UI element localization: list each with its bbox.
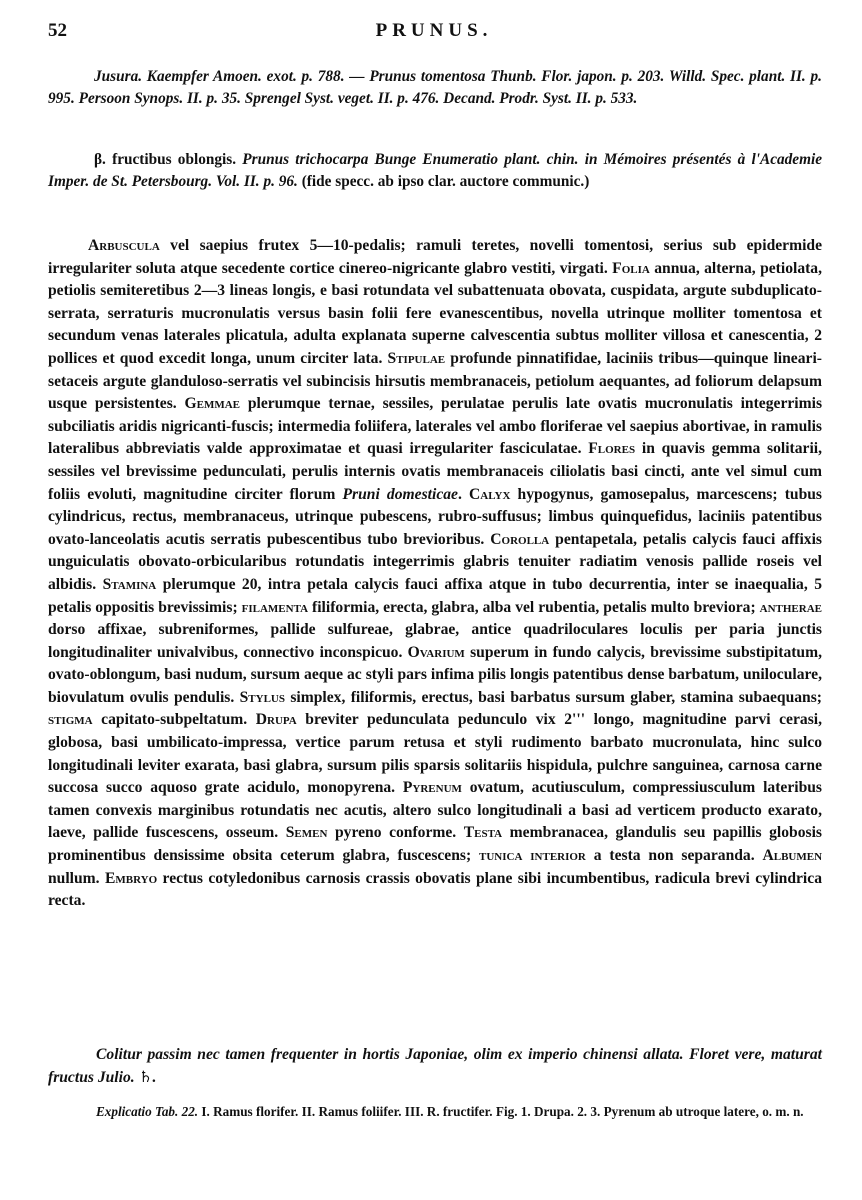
organ-description: profunde pinnatifidae, laciniis tribus—quinque lineari-setaceis argute glanduloso-serratis vel subincisis hirsutis membranaceis, petiolum aequantes, ad foliorum delapsum usque persistentes. xyxy=(48,349,822,413)
species-reference: Pruni domesticae xyxy=(342,485,458,503)
organ-description: rectus cotyledonibus carnosis crassis obovatis plane sibi incumbentibus, radicula brevi cylindrica recta. xyxy=(48,869,822,910)
organ-term: Folia xyxy=(612,259,650,277)
organ-description: a testa non separanda. xyxy=(585,847,763,865)
explanation-lead: Explicatio Tab. 22. xyxy=(96,1104,199,1119)
organ-term: Gemmae xyxy=(184,395,241,413)
organ-term: Stylus xyxy=(239,688,285,706)
page-number: 52 xyxy=(48,20,67,41)
page-header xyxy=(48,20,820,48)
organ-description: plerumque 20, intra petala calycis fauci affixa atque in tubo decurrentia, inter se inaequalia, 5 petalis oppositis brevissimis; xyxy=(48,575,822,616)
organ-description: annua, alterna, petiolata, petiolis semiteretibus 2—3 lineas longis, e basi rotundata vel subattenuata obovata, cuspidata, argute subduplicato-serrata, serraturis mucronulatis versus basin folii fere evanescentibus, novella utrinque molliter tomentosa et secundum venas laterales plicatula, adulta explanata superne calvescentia subtus molliter villosa et canescentia, 2 pollices et quod excedit longa, unum circiter lata. xyxy=(48,259,823,367)
organ-description: superum in fundo calycis, brevissime substipitatum, ovato-oblongum, basi nudum, sursum aeque ac styli pars infima pilis longis patentibus dense barbatum, uniloculare, biovulatum ovulis pendulis. xyxy=(48,643,822,706)
variety-name: Prunus trichocarpa Bunge Enumeratio plant. chin. in Mémoires présentés à l'Academie Imper. de St. Petersbourg. Vol. II. p. 96. xyxy=(48,151,823,190)
organ-description: filiformia, erecta, glabra, alba vel rubentia, petalis multo breviora; xyxy=(308,598,760,616)
organ-description: capitato-subpeltatum. xyxy=(92,711,256,729)
organ-term: Semen xyxy=(285,824,328,842)
cultivation-paragraph: Colitur passim nec tamen frequenter in hortis Japoniae, olim ex imperio chinensi allata. Floret vere, maturat fructus Julio. ♄. xyxy=(48,1046,822,1086)
organ-description: pyreno conforme. xyxy=(327,824,464,842)
organ-description-end: . xyxy=(457,485,469,503)
organ-description: hypogynus, gamosepalus, marcescens; tubus cylindricus, rectus, membranaceus, utrinque pubescens, rubro-suffusus; limbus quinquefidus, laciniis patentibus ovato-lanceolatis acutis serratis pubescentibus tubo brevioribus. xyxy=(48,485,822,548)
organ-description: membranacea, glandulis seu papillis globosis prominentibus densissime obsita ceterum glabra, fuscescens; xyxy=(48,824,822,865)
organ-description: plerumque ternae, sessiles, perulatae perulis late ovatis mucronulatis integerrimis subciliatis aridis nigricanti-fuscis; intermedia foliifera, laterales vel ambo floriferae vel saepius abortivae, in ramulis lateralibus abbreviatis valde approximatae et quasi irregulariter fasciculatae. xyxy=(48,395,823,458)
organ-term: Corolla xyxy=(490,530,550,548)
synonymy-paragraph: Jusura. Kaempfer Amoen. exot. p. 788. — Prunus tomentosa Thunb. Flor. japon. p. 203. Willd. Spec. plant. II. p. 995. Persoon Synops. II. p. 35. Sprengel Syst. veget. II. p. 476. Decand. Prodr. Syst. II. p. 533. xyxy=(48,68,822,107)
organ-description: nullum. xyxy=(48,869,105,887)
organ-description: ovatum, acutiusculum, compressiusculum lateribus tamen convexis marginibus rotundatis nec acutis, altero sulco longitudinali a basi ad verticem producto exarato, laeve, pallide fuscescens, osseum. xyxy=(48,779,822,842)
running-title: PRUNUS. xyxy=(375,20,493,41)
organ-term: Arbuscula xyxy=(88,237,160,254)
organ-term: Calyx xyxy=(468,485,511,503)
variety-note: (fide specc. ab ipso clar. auctore communic.) xyxy=(301,172,590,190)
organ-term: Stipulae xyxy=(387,349,446,367)
organ-term: Drupa xyxy=(255,711,297,729)
organ-description: pentapetala, petalis calycis fauci affixis unguiculatis obovato-orbicularibus rotundatis integerrimis glabris tenuiter radiatim venosis pallide roseis vel albidis. xyxy=(48,530,822,593)
organ-term: Stamina xyxy=(102,575,157,593)
organ-term: Pyrenum xyxy=(402,779,462,797)
plate-explanation xyxy=(48,1102,822,1122)
organ-description: dorso affixae, subreniformes, pallide sulfureae, glabrae, antice quadriloculares loculis per paria junctis longitudinaliter univalvibus, connectivo inconspicuo. xyxy=(48,621,822,661)
organ-term: Testa xyxy=(463,824,503,842)
organ-term: tunica interior xyxy=(479,847,586,865)
description-paragraph xyxy=(48,235,822,913)
organ-term: Embryo xyxy=(104,869,158,887)
organ-term: antherae xyxy=(759,598,822,616)
organ-description: simplex, filiformis, erectus, basi barbatus sursum glaber, stamina subaequans; xyxy=(284,688,822,706)
variety-label: β. fructibus oblongis. xyxy=(94,151,237,168)
organ-description: in quavis gemma solitarii, sessiles vel brevissime pedunculati, perulis internis ovatis membranaceis ciliolatis basi cincti, ante vel simul cum foliis evoluti, magnitudine circiter florum xyxy=(48,440,823,503)
organ-term: Albumen xyxy=(762,847,823,865)
explanation-text: I. Ramus florifer. II. Ramus foliifer. III. R. fructifer. Fig. 1. Drupa. 2. 3. Pyrenum ab utroque latere, o. m. n. xyxy=(201,1104,804,1119)
organ-term: Flores xyxy=(588,440,636,458)
organ-term: stigma xyxy=(48,711,93,729)
organ-description: breviter pedunculata pedunculo vix 2''' longo, magnitudine parvi cerasi, globosa, basi umbilicato-impressa, vertice parum retusa et styli rudimento barbato mucronulata, hinc sulco longitudinali leviter exarata, basi glabra, sursum pilis sparsis solitariis hispidula, pulchre sanguinea, carnosa carne succosa succo aquoso grate acidulo, monopyrena. xyxy=(48,711,822,797)
organ-term: Ovarium xyxy=(407,643,465,661)
organ-description: vel saepius frutex 5—10-pedalis; ramuli teretes, novelli tomentosi, serius sub epidermide irregulariter soluta atque secedente cortice cinereo-nigricante glabro vestiti, virgati. xyxy=(48,237,822,277)
organ-term: filamenta xyxy=(241,598,309,616)
variety-paragraph xyxy=(48,149,822,192)
